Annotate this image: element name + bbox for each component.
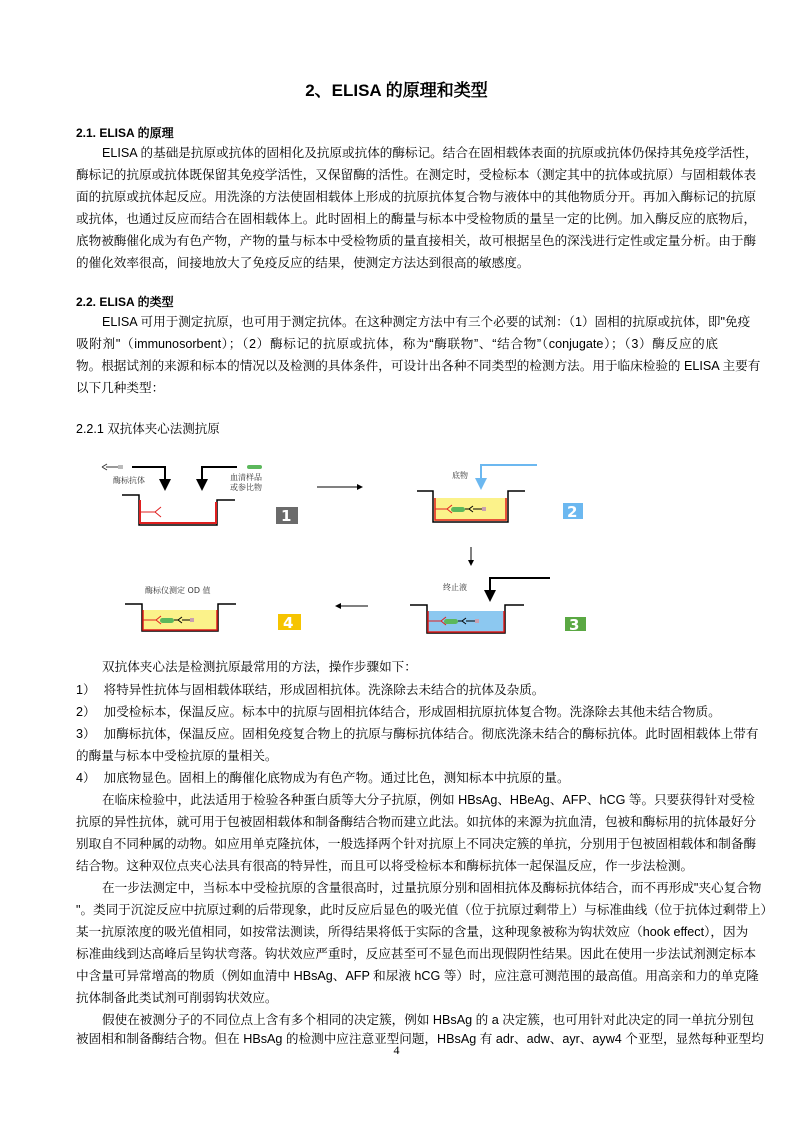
paragraph-line: ELISA 的基础是抗原或抗体的固相化及抗原或抗体的酶标记。结合在固相载体表面的抗原或抗体仍保持其免疫学活性，: [102, 146, 758, 160]
label-enzyme-antibody: 酶标抗体: [113, 476, 145, 485]
page-title: 2、ELISA 的原理和类型: [305, 81, 488, 100]
section-heading-2-2: 2.2. ELISA 的类型: [76, 295, 174, 309]
paragraph-line: 中含量可异常增高的物质（例如血清中 HBsAg、AFP 和尿液 hCG 等）时，应注意可测范围的最高值。用高亲和力的单克隆: [76, 969, 759, 983]
paragraph-line: 面的抗原或抗体起反应。用洗涤的方法使固相载体上形成的抗原抗体复合物与液体中的其他物质分开。再加入酶标记的抗原: [76, 190, 757, 204]
well-icon: [122, 495, 235, 525]
page-number: 4: [393, 1043, 400, 1057]
capture-antibody-icon: [141, 507, 161, 517]
label-substrate: 底物: [452, 471, 468, 480]
label-reference: 或参比物: [230, 483, 262, 492]
paragraph-line: 物。根据试剂的来源和标本的情况以及检测的具体条件，可设计出各种不同类型的检测方法。用于临床检验的 ELISA 主要有: [76, 359, 761, 373]
step-4-panel: [125, 585, 301, 632]
paragraph-line: 被固相和制备酶结合物。但在 HBsAg 的检测中应注意亚型问题，HBsAg 有 adr、adw、ayr、ayw4 个亚型，显然每种亚型均: [76, 1032, 764, 1046]
step-3-panel: [410, 578, 586, 634]
paragraph-line: 或抗体，也通过反应而结合在固相载体上。此时固相上的酶量与标本中受检物质的量呈一定的比例。加入酶反应的底物后，: [76, 212, 757, 226]
paragraph-line: 的催化效率很高，间接地放大了免疫反应的结果，使测定方法达到很高的敏感度。: [76, 256, 530, 270]
label-stop-solution: 终止液: [443, 583, 467, 592]
step-item: 1） 将特异性抗体与固相载体联结，形成固相抗体。洗涤除去未结合的抗体及杂质。: [76, 683, 545, 697]
paragraph-line: 在临床检验中，此法适用于检验各种蛋白质等大分子抗原，例如 HBsAg、HBeAg、AFP、hCG 等。只要获得针对受检: [102, 793, 755, 807]
step-item: 2） 加受检标本，保温反应。标本中的抗原与固相抗体结合，形成固相抗原抗体复合物。洗涤除去其他未结合物质。: [76, 705, 721, 719]
paragraph-line: 酶标记的抗原或抗体既保留其免疫学活性，又保留酶的活性。在测定时，受检标本（测定其中的抗体或抗原）与固相载体表: [76, 168, 757, 182]
paragraph-line: 抗体制备此类试剂可削弱钩状效应。: [76, 991, 278, 1005]
arrow-down-icon: [481, 465, 537, 484]
step-badge-2: 2: [567, 503, 578, 521]
label-read-od: 酶标仪测定 OD 值: [145, 586, 211, 595]
step-badge-1: 1: [281, 507, 292, 525]
paragraph-line: 某一抗原浓度的吸光值相同，如按常法测读，所得结果将低于实际的含量，这种现象被称为钩状效应（hook effect），因为: [76, 925, 749, 939]
antigen-rod-icon: [247, 465, 262, 469]
paragraph-line: "。类同于沉淀反应中抗原过剩的后带现象，此时反应后显色的吸光值（位于抗原过剩带上）与标准曲线（位于抗体过剩带上）: [76, 903, 774, 917]
paragraph-line: 吸附剂"（immunosorbent）；（2）酶标记的抗原或抗体，称为“酶联物”、“结合物”（conjugate）；（3）酶反应的底: [76, 337, 718, 351]
step-1-panel: [102, 464, 298, 525]
step-item-continued: 的酶量与标本中受检抗原的量相关。: [76, 749, 278, 763]
paragraph-line: 标准曲线到达高峰后呈钩状弯落。钩状效应严重时，反应甚至可不显色而出现假阴性结果。因此在使用一步法试剂测定标本: [76, 947, 757, 961]
paragraph-line: 假使在被测分子的不同位点上含有多个相同的决定簇，例如 HBsAg 的 a 决定簇，也可用针对此决定的同一单抗分别包: [102, 1013, 755, 1027]
step-item: 3） 加酶标抗体，保温反应。固相免疫复合物上的抗原与酶标抗体结合。彻底洗涤未结合的酶标抗体。此时固相载体上带有: [76, 727, 759, 741]
step-item: 4） 加底物显色。固相上的酶催化底物成为有色产物。通过比色，测知标本中抗原的量。: [76, 771, 570, 785]
paragraph-line: 以下几种类型：: [76, 381, 165, 395]
paragraph-line: 双抗体夹心法是检测抗原最常用的方法，操作步骤如下：: [102, 660, 417, 674]
paragraph-line: 别取自不同种属的动物。如应用单克隆抗体，一般选择两个针对抗原上不同决定簇的单抗，分别用于包被固相载体和制备酶: [76, 837, 757, 851]
label-sample: 血清样品: [230, 473, 262, 482]
paragraph-line: 抗原的异性抗体，就可用于包被固相载体和制备酶结合物而建立此法。如抗体的来源为抗血清，包被和酶标用的抗体最好分: [76, 815, 757, 829]
arrow-down-icon: [490, 578, 550, 596]
paragraph-line: 底物被酶催化成为有色产物，产物的量与标本中受检物质的量直接相关，故可根据呈色的深浅进行定性或定量分析。由于酶: [76, 234, 757, 248]
step-badge-4: 4: [283, 614, 294, 632]
section-heading-2-1: 2.1. ELISA 的原理: [76, 126, 174, 140]
section-heading-2-2-1: 2.2.1 双抗体夹心法测抗原: [76, 422, 220, 436]
step-badge-3: 3: [569, 616, 580, 634]
step-2-panel: [417, 465, 583, 522]
paragraph-line: 在一步法测定中，当标本中受检抗原的含量很高时，过量抗原分别和固相抗体及酶标抗体结合，而不再形成"夹心复合物: [102, 881, 762, 895]
paragraph-line: 结合物。这种双位点夹心法具有很高的特异性，而且可以将受检标本和酶标抗体一起保温反应，作一步法检测。: [76, 859, 694, 873]
paragraph-line: ELISA 可用于测定抗原，也可用于测定抗体。在这种测定方法中有三个必要的试剂：（1）固相的抗原或抗体，即"免疫: [102, 315, 751, 329]
